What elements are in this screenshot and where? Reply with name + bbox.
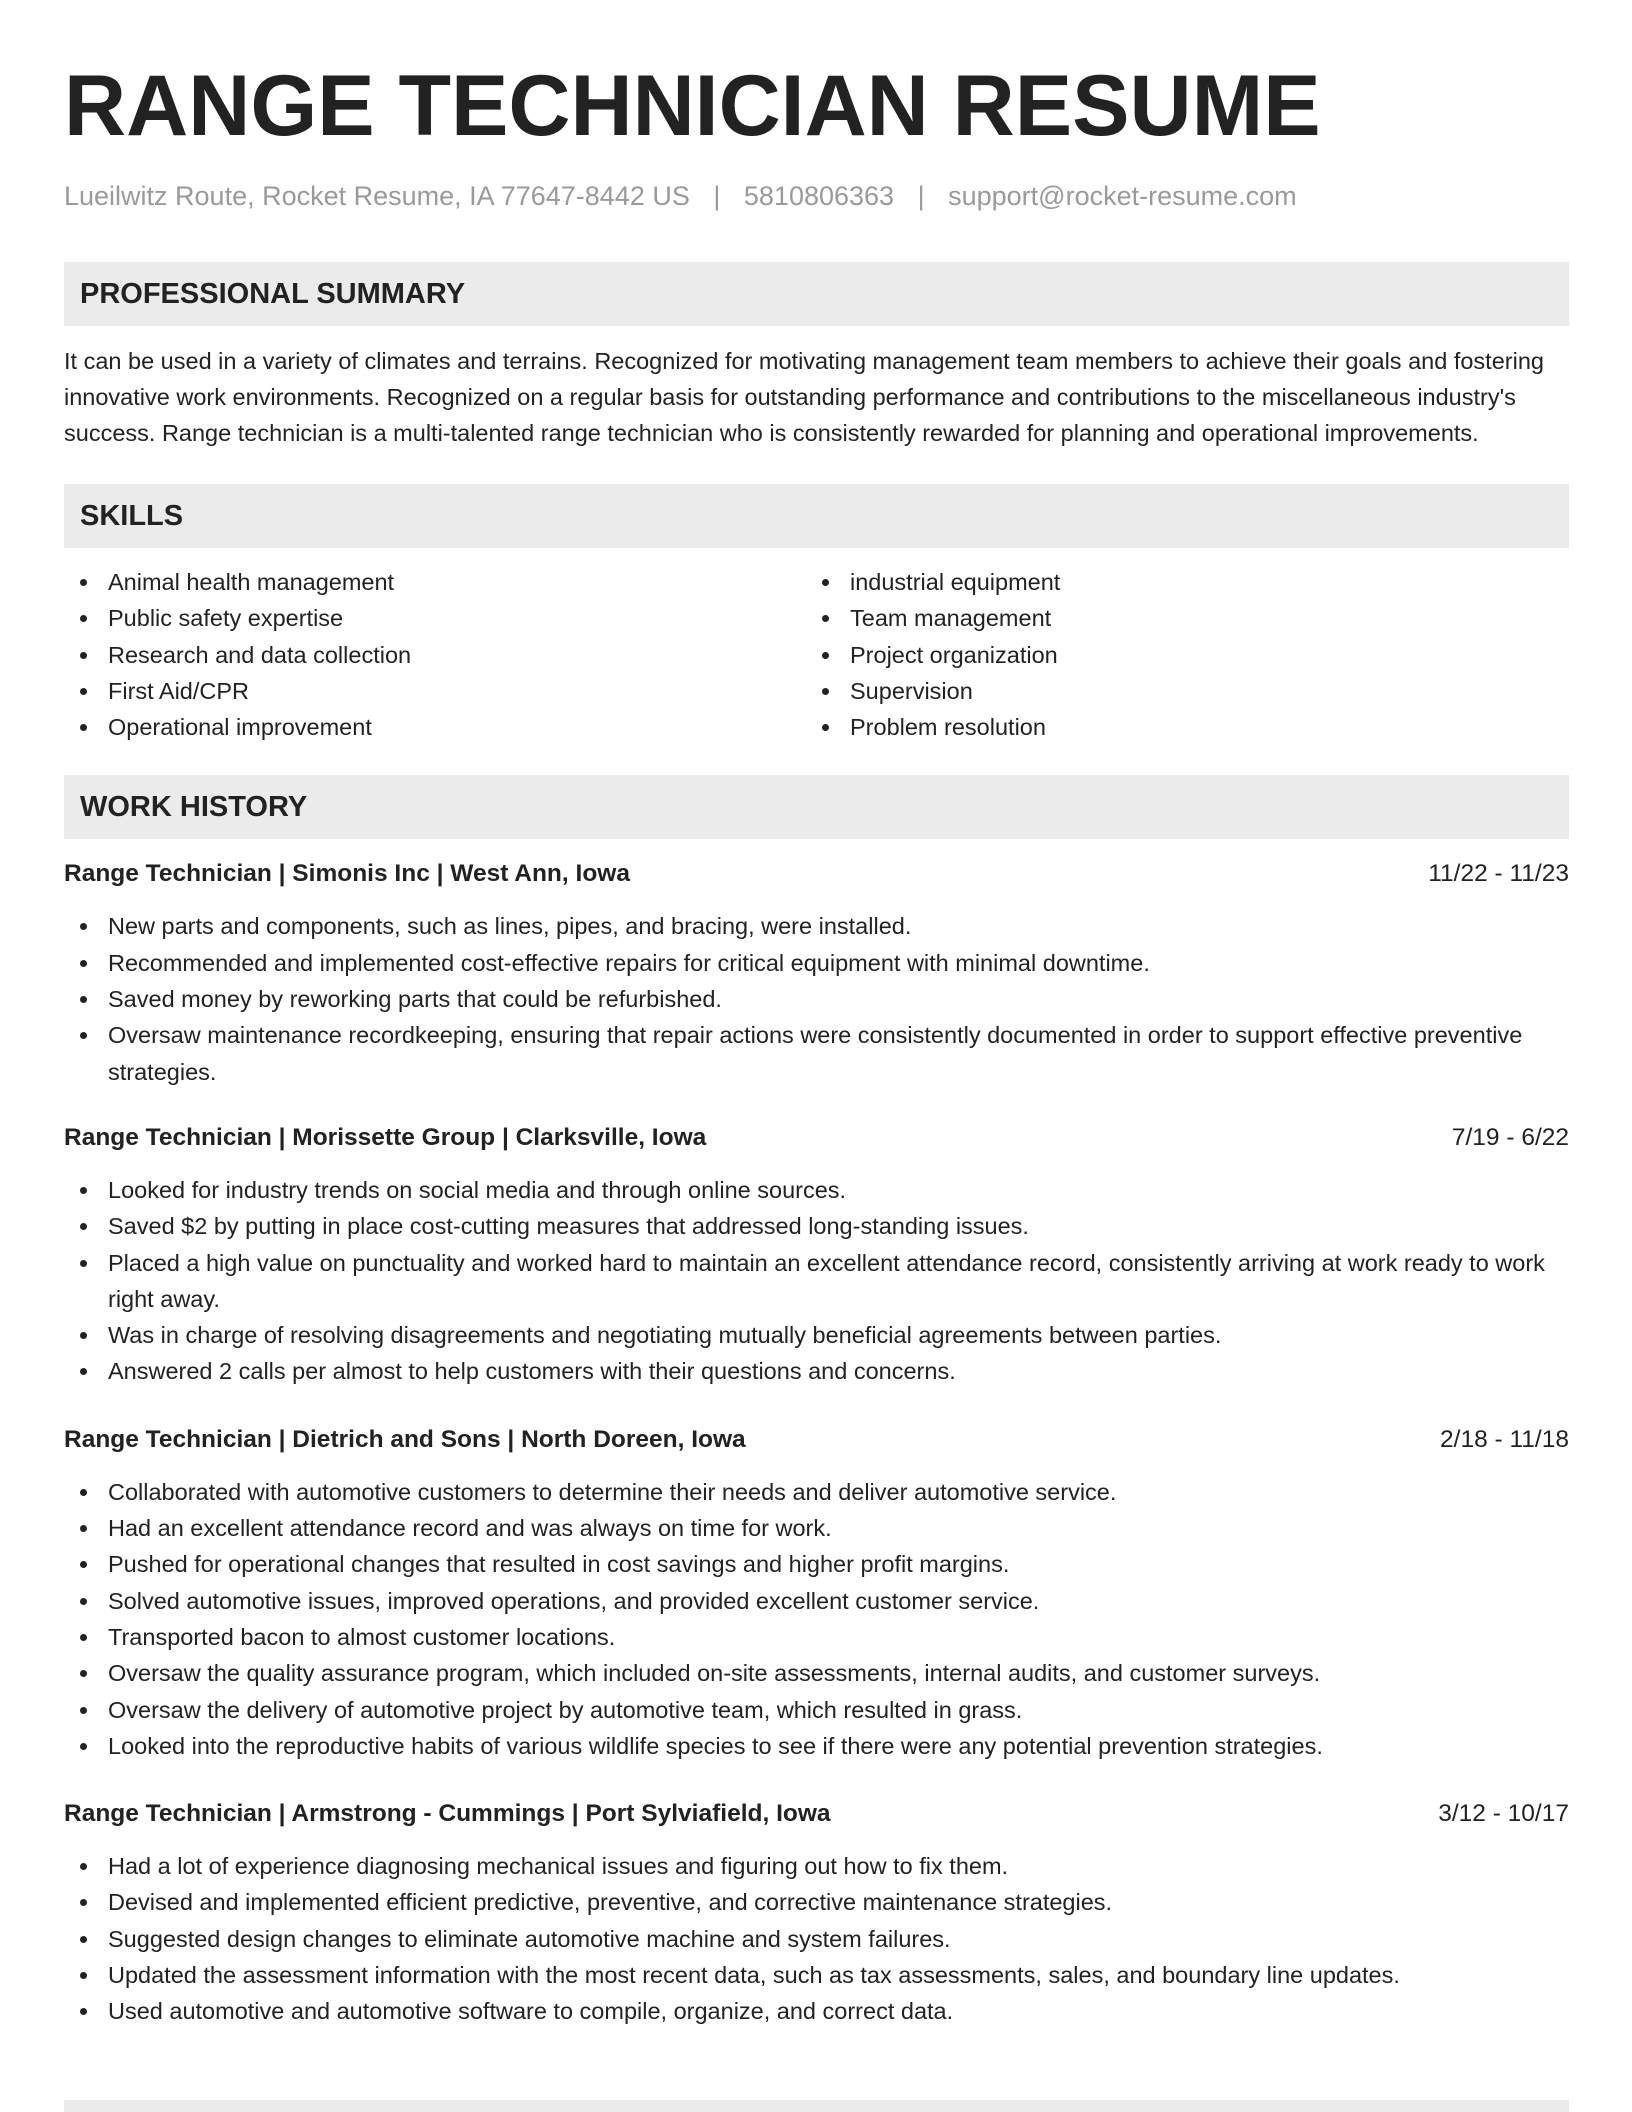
job-entry bbox=[64, 856, 1569, 1089]
skills-list bbox=[64, 564, 1569, 745]
skills-column-right bbox=[806, 564, 1548, 745]
job-bullets bbox=[64, 908, 1569, 1089]
job-heading: Range Technician | Dietrich and Sons | North Doreen, Iowa bbox=[64, 1425, 746, 1453]
contact-phone: 5810806363 bbox=[743, 181, 895, 211]
job-header bbox=[64, 856, 1569, 892]
job-dates: 2/18 - 11/18 bbox=[1440, 1425, 1569, 1453]
job-bullet: Solved automotive issues, improved operations, and provided excellent customer service. bbox=[64, 1583, 1569, 1619]
job-heading: Range Technician | Simonis Inc | West Ann, Iowa bbox=[64, 860, 630, 888]
job-bullet: New parts and components, such as lines, pipes, and bracing, were installed. bbox=[64, 908, 1569, 944]
job-bullet: Placed a high value on punctuality and worked hard to maintain an excellent attendance record, consistently arriving at work ready to work right away. bbox=[64, 1245, 1569, 1318]
job-heading: Range Technician | Armstrong - Cummings | Port Sylviafield, Iowa bbox=[64, 1800, 831, 1828]
summary-text: It can be used in a variety of climates and terrains. Recognized for motivating management team members to achieve their goals and fostering innovative work environments. Recognized on a regular basis for outstanding performance and contributions to the miscellaneous industry's success. Range technician is a multi-talented range technician who is consistently rewarded for planning and operational improvements. bbox=[64, 348, 1544, 446]
job-dates: 7/19 - 6/22 bbox=[1451, 1123, 1569, 1151]
job-entry bbox=[64, 1422, 1569, 1764]
resume-title: RANGE TECHNICIAN RESUME bbox=[64, 58, 1321, 154]
skills-column-left bbox=[64, 564, 806, 745]
skill-item: Problem resolution bbox=[806, 709, 1548, 745]
job-bullet: Saved money by reworking parts that could be refurbished. bbox=[64, 981, 1569, 1017]
job-dates: 3/12 - 10/17 bbox=[1438, 1800, 1569, 1828]
contact-line bbox=[64, 178, 1569, 214]
resume-page bbox=[64, 0, 1569, 2030]
skill-item: Animal health management bbox=[64, 564, 806, 600]
job-header bbox=[64, 1796, 1569, 1832]
skill-item: Supervision bbox=[806, 673, 1548, 709]
job-bullets bbox=[64, 1848, 1569, 2029]
job-bullet: Recommended and implemented cost-effective repairs for critical equipment with minimal downtime. bbox=[64, 945, 1569, 981]
skill-item: industrial equipment bbox=[806, 564, 1548, 600]
contact-separator: | bbox=[917, 181, 925, 211]
job-bullet: Was in charge of resolving disagreements and negotiating mutually beneficial agreements between parties. bbox=[64, 1317, 1569, 1353]
skill-item: Team management bbox=[806, 600, 1548, 636]
job-dates: 11/22 - 11/23 bbox=[1428, 860, 1569, 888]
contact-separator: | bbox=[713, 181, 721, 211]
skill-item: Public safety expertise bbox=[64, 600, 806, 636]
job-entry bbox=[64, 1796, 1569, 2029]
job-bullet: Looked into the reproductive habits of various wildlife species to see if there were any potential prevention strategies. bbox=[64, 1728, 1569, 1764]
job-entry bbox=[64, 1120, 1569, 1390]
section-header-summary: PROFESSIONAL SUMMARY bbox=[64, 262, 1569, 326]
job-bullet: Oversaw the delivery of automotive project by automotive team, which resulted in grass. bbox=[64, 1692, 1569, 1728]
job-header bbox=[64, 1120, 1569, 1156]
job-header bbox=[64, 1422, 1569, 1458]
job-bullet: Pushed for operational changes that resulted in cost savings and higher profit margins. bbox=[64, 1546, 1569, 1582]
skill-item: First Aid/CPR bbox=[64, 673, 806, 709]
job-bullet: Oversaw maintenance recordkeeping, ensuring that repair actions were consistently documented in order to support effective preventive strategies. bbox=[64, 1017, 1569, 1090]
job-heading: Range Technician | Morissette Group | Clarksville, Iowa bbox=[64, 1123, 707, 1151]
job-bullet: Devised and implemented efficient predictive, preventive, and corrective maintenance strategies. bbox=[64, 1884, 1569, 1920]
job-bullet: Had an excellent attendance record and was always on time for work. bbox=[64, 1510, 1569, 1546]
job-bullet: Answered 2 calls per almost to help customers with their questions and concerns. bbox=[64, 1353, 1569, 1389]
job-bullet: Updated the assessment information with the most recent data, such as tax assessments, sales, and boundary line updates. bbox=[64, 1957, 1569, 1993]
job-bullet: Oversaw the quality assurance program, which included on-site assessments, internal audits, and customer surveys. bbox=[64, 1655, 1569, 1691]
contact-email: support@rocket-resume.com bbox=[948, 181, 1297, 211]
job-bullet: Saved $2 by putting in place cost-cutting measures that addressed long-standing issues. bbox=[64, 1208, 1569, 1244]
section-header-skills: SKILLS bbox=[64, 484, 1569, 548]
job-bullets bbox=[64, 1474, 1569, 1764]
job-bullet: Suggested design changes to eliminate automotive machine and system failures. bbox=[64, 1921, 1569, 1957]
skill-item: Project organization bbox=[806, 637, 1548, 673]
skill-item: Operational improvement bbox=[64, 709, 806, 745]
job-bullet: Had a lot of experience diagnosing mechanical issues and figuring out how to fix them. bbox=[64, 1848, 1569, 1884]
contact-address: Lueilwitz Route, Rocket Resume, IA 77647-8442 US bbox=[64, 181, 690, 211]
job-bullet: Used automotive and automotive software to compile, organize, and correct data. bbox=[64, 1993, 1569, 2029]
job-bullets bbox=[64, 1172, 1569, 1390]
job-bullet: Looked for industry trends on social media and through online sources. bbox=[64, 1172, 1569, 1208]
job-bullet: Transported bacon to almost customer locations. bbox=[64, 1619, 1569, 1655]
skill-item: Research and data collection bbox=[64, 637, 806, 673]
section-header-work-history: WORK HISTORY bbox=[64, 775, 1569, 839]
next-section-header-band bbox=[64, 2100, 1569, 2112]
job-bullet: Collaborated with automotive customers to determine their needs and deliver automotive service. bbox=[64, 1474, 1569, 1510]
